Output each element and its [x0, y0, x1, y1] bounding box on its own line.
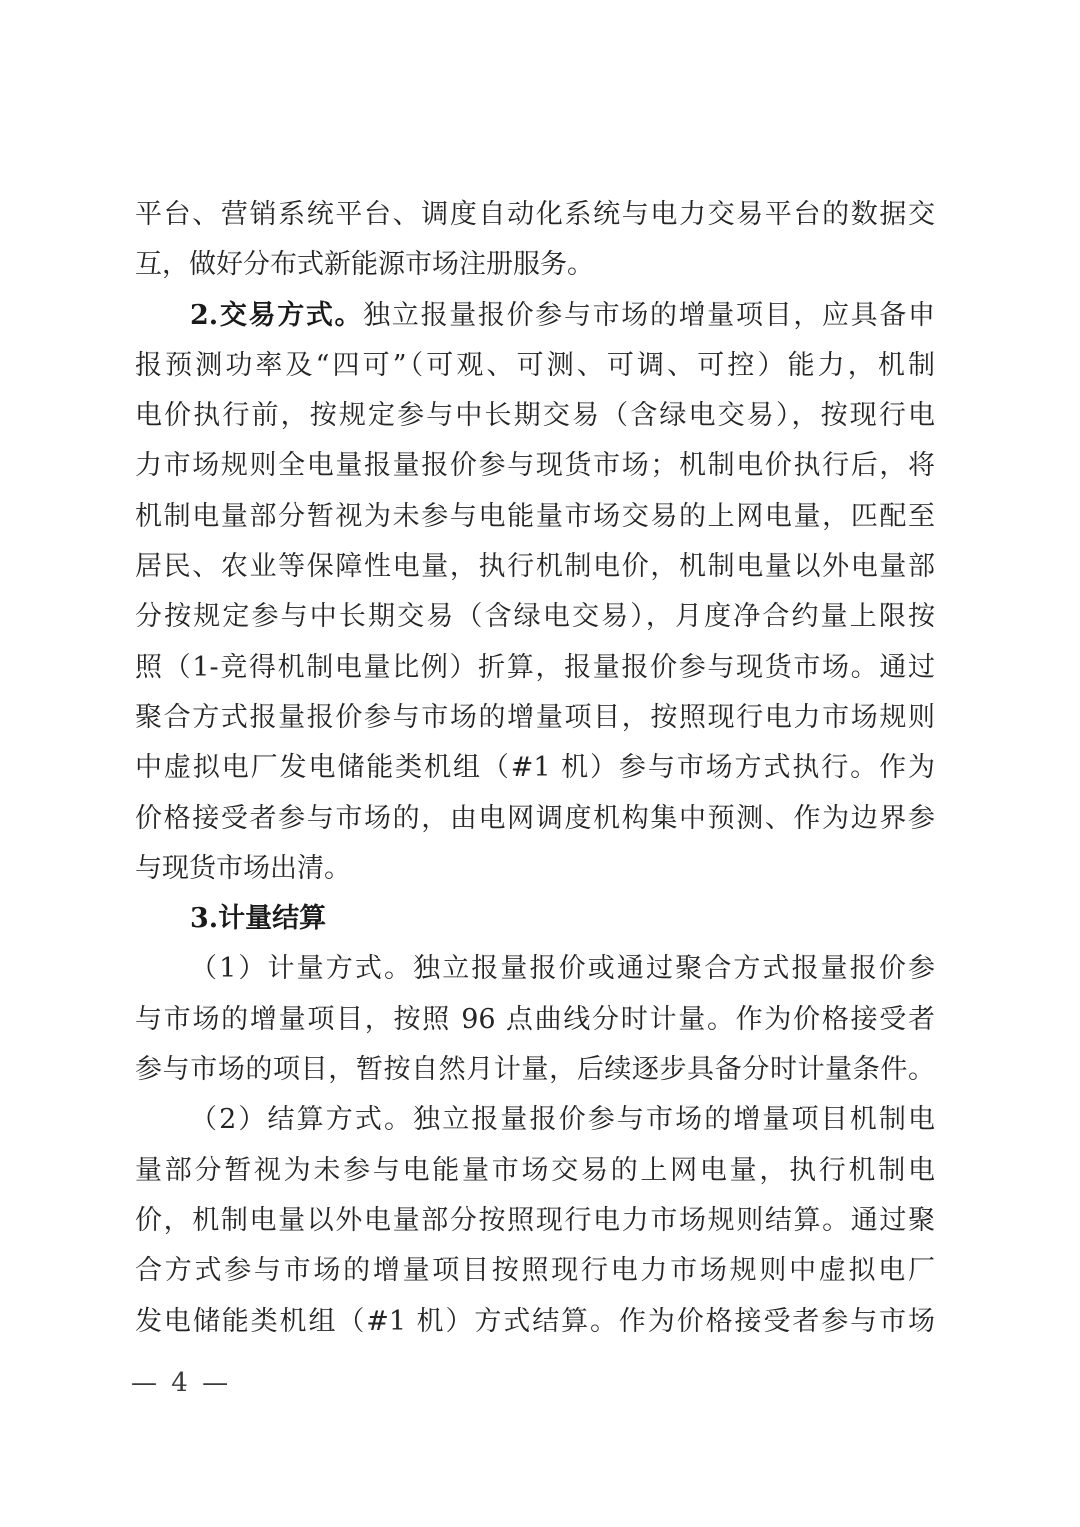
text-segment: 报预测功率及“四可”（可观、可测、可调、可控）能力，机制	[135, 349, 935, 381]
text-line	[135, 492, 935, 542]
text-segment: 照（1-竞得机制电量比例）折算，报量报价参与现货市场。通过	[135, 651, 935, 683]
text-segment: 量部分暂视为未参与电能量市场交易的上网电量，执行机制电	[135, 1154, 935, 1186]
text-line	[135, 341, 935, 391]
text-segment: 力市场规则全电量报量报价参与现货市场；机制电价执行后，将	[135, 450, 935, 482]
heading-segment: 3.计量结算	[190, 903, 327, 935]
text-segment: 居民、农业等保障性电量，执行机制电价，机制电量以外电量部	[135, 551, 935, 583]
text-line	[135, 1095, 935, 1145]
text-line	[135, 894, 935, 944]
text-segment: 互，做好分布式新能源市场注册服务。	[135, 249, 594, 281]
text-segment: 机制电量部分暂视为未参与电能量市场交易的上网电量，匹配至	[135, 500, 935, 532]
text-segment: 平台、营销系统平台、调度自动化系统与电力交易平台的数据交	[135, 199, 935, 230]
text-line	[135, 542, 935, 592]
text-segment: 与现货市场出清。	[135, 852, 351, 884]
text-line	[135, 190, 935, 240]
text-line	[135, 1196, 935, 1246]
text-segment: （1）计量方式。独立报量报价或通过聚合方式报量报价参	[190, 953, 935, 985]
text-line	[135, 794, 935, 844]
text-line	[135, 1297, 935, 1347]
text-segment: 发电储能类机组（#1 机）方式结算。作为价格接受者参与市场	[135, 1305, 935, 1337]
text-segment: 与市场的增量项目，按照 96 点曲线分时计量。作为价格接受者	[135, 1003, 935, 1035]
text-line	[135, 844, 935, 894]
heading-segment: 2.交易方式。	[190, 299, 364, 331]
text-segment: 分按规定参与中长期交易（含绿电交易），月度净合约量上限按	[135, 601, 935, 633]
text-line	[135, 944, 935, 994]
text-segment: 独立报量报价参与市场的增量项目，应具备申	[363, 299, 936, 331]
text-line	[135, 240, 935, 290]
text-line	[135, 592, 935, 642]
text-line	[135, 291, 935, 341]
text-segment: 中虚拟电厂发电储能类机组（#1 机）参与市场方式执行。作为	[135, 752, 935, 784]
text-segment: 参与市场的项目，暂按自然月计量，后续逐步具备分时计量条件。	[135, 1054, 935, 1086]
text-segment: 合方式参与市场的增量项目按照现行电力市场规则中虚拟电厂	[135, 1255, 935, 1287]
text-segment: （2）结算方式。独立报量报价参与市场的增量项目机制电	[190, 1104, 935, 1136]
text-segment: 价格接受者参与市场的，由电网调度机构集中预测、作为边界参	[135, 802, 935, 834]
text-line	[135, 693, 935, 743]
text-line	[135, 1246, 935, 1296]
text-line	[135, 1045, 935, 1095]
text-segment: 聚合方式报量报价参与市场的增量项目，按照现行电力市场规则	[135, 701, 935, 733]
text-segment: 价，机制电量以外电量部分按照现行电力市场规则结算。通过聚	[135, 1204, 935, 1236]
text-line	[135, 391, 935, 441]
text-line	[135, 1146, 935, 1196]
text-line	[135, 995, 935, 1045]
page-number: — 4 —	[131, 1368, 232, 1398]
text-line	[135, 643, 935, 693]
text-line	[135, 441, 935, 491]
text-segment: 电价执行前，按规定参与中长期交易（含绿电交易），按现行电	[135, 400, 935, 432]
text-block	[135, 190, 935, 1347]
text-line	[135, 743, 935, 793]
